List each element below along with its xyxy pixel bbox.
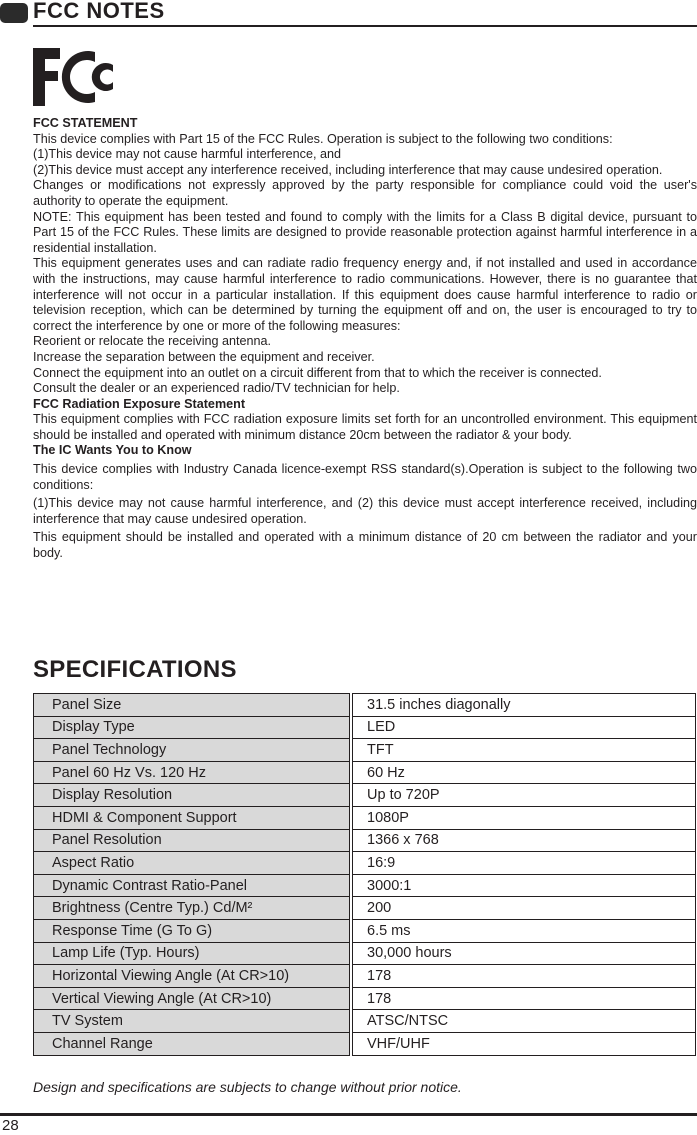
spec-label: Panel Size <box>34 694 350 717</box>
spec-value: 178 <box>353 965 696 988</box>
spec-value: 1366 x 768 <box>353 829 696 852</box>
ic-distance: This equipment should be installed and operated with a minimum distance of 20 cm between the radiator and your body. <box>33 530 697 561</box>
fcc-statement-text: This device complies with Part 15 of the FCC Rules. Operation is subject to the following two conditions: <box>33 131 613 146</box>
spec-row <box>34 806 696 829</box>
spec-row <box>34 739 696 762</box>
fcc-note-text: NOTE: This equipment has been tested and found to comply with the limits for a Class B digital device, pursuant to Part 15 of the FCC Rules. These limits are designed to provide reasonable protection against harmful interference in a residential installation. <box>33 209 697 255</box>
header-divider <box>33 25 697 27</box>
spec-label: Channel Range <box>34 1032 350 1055</box>
spec-value: 16:9 <box>353 852 696 875</box>
fcc-measure-4: Consult the dealer or an experienced radio/TV technician for help. <box>33 381 400 396</box>
spec-row <box>34 942 696 965</box>
spec-row <box>34 694 696 717</box>
specifications-disclaimer: Design and specifications are subjects to change without prior notice. <box>33 1079 462 1095</box>
section-header <box>0 0 697 28</box>
footer-divider <box>0 1113 697 1116</box>
fcc-condition-1: (1)This device may not cause harmful interference, and <box>33 147 341 162</box>
spec-row <box>34 965 696 988</box>
spec-label: Panel Technology <box>34 739 350 762</box>
spec-row <box>34 829 696 852</box>
spec-value: TFT <box>353 739 696 762</box>
spec-label: TV System <box>34 1010 350 1033</box>
spec-label: Vertical Viewing Angle (At CR>10) <box>34 987 350 1010</box>
spec-row <box>34 1032 696 1055</box>
spec-label: Lamp Life (Typ. Hours) <box>34 942 350 965</box>
radiation-text: This equipment complies with FCC radiation exposure limits set forth for an uncontrolled environment. This equipment should be installed and operated with minimum distance 20cm between the radiator & your body. <box>33 412 697 442</box>
ic-heading: The IC Wants You to Know <box>33 443 192 458</box>
spec-row <box>34 874 696 897</box>
spec-value: 1080P <box>353 806 696 829</box>
spec-value: 3000:1 <box>353 874 696 897</box>
fcc-generates-text: This equipment generates uses and can radiate radio frequency energy and, if not installed and used in accordance with the instructions, may cause harmful interference to radio communications. However, there is no guarantee that interference will not occur in a particular installation. If this equipment does cause harmful interference to radio or television reception, which can be determined by turning the equipment off and on, the user is encouraged to try to correct the interference by one or more of the following measures: <box>33 256 697 333</box>
spec-value: 31.5 inches diagonally <box>353 694 696 717</box>
spec-row <box>34 784 696 807</box>
specifications-title: SPECIFICATIONS <box>33 656 237 683</box>
spec-row <box>34 1010 696 1033</box>
spec-label: Response Time (G To G) <box>34 919 350 942</box>
spec-row <box>34 852 696 875</box>
spec-label: Horizontal Viewing Angle (At CR>10) <box>34 965 350 988</box>
spec-label: Panel 60 Hz Vs. 120 Hz <box>34 761 350 784</box>
fcc-changes-text: Changes or modifications not expressly approved by the party responsible for compliance could void the user's authority to operate the equipment. <box>33 178 697 208</box>
ic-text: This device complies with Industry Canada licence-exempt RSS standard(s).Operation is subject to the following two conditions: <box>33 462 697 492</box>
spec-value: Up to 720P <box>353 784 696 807</box>
fcc-measure-1: Reorient or relocate the receiving antenna. <box>33 334 272 349</box>
spec-value: LED <box>353 716 696 739</box>
fcc-measure-2: Increase the separation between the equipment and receiver. <box>33 349 375 364</box>
section-tab-marker <box>0 3 28 23</box>
spec-row <box>34 987 696 1010</box>
page-title: FCC NOTES <box>33 0 165 23</box>
spec-value: 60 Hz <box>353 761 696 784</box>
fcc-logo-icon <box>33 48 117 106</box>
ic-conditions: (1)This device may not cause harmful interference, and (2) this device must accept interference received, including interference that may cause undesired operation. <box>33 496 697 526</box>
spec-label: HDMI & Component Support <box>34 806 350 829</box>
spec-row <box>34 716 696 739</box>
spec-row <box>34 919 696 942</box>
spec-label: Display Resolution <box>34 784 350 807</box>
spec-value: VHF/UHF <box>353 1032 696 1055</box>
specifications-table <box>33 693 696 1056</box>
spec-label: Dynamic Contrast Ratio-Panel <box>34 874 350 897</box>
fcc-notice-body <box>33 116 697 562</box>
spec-row <box>34 897 696 920</box>
fcc-statement-heading: FCC STATEMENT <box>33 116 138 130</box>
spec-label: Aspect Ratio <box>34 852 350 875</box>
spec-value: 200 <box>353 897 696 920</box>
spec-value: 30,000 hours <box>353 942 696 965</box>
page-number: 28 <box>2 1117 19 1134</box>
spec-label: Panel Resolution <box>34 829 350 852</box>
spec-label: Display Type <box>34 716 350 739</box>
fcc-measure-3: Connect the equipment into an outlet on a circuit different from that to which the receiver is connected. <box>33 365 602 380</box>
spec-value: ATSC/NTSC <box>353 1010 696 1033</box>
spec-value: 178 <box>353 987 696 1010</box>
spec-value: 6.5 ms <box>353 919 696 942</box>
spec-row <box>34 761 696 784</box>
radiation-heading: FCC Radiation Exposure Statement <box>33 396 246 411</box>
fcc-condition-2: (2)This device must accept any interference received, including interference that may cause undesired operation. <box>33 162 663 177</box>
spec-label: Brightness (Centre Typ.) Cd/M² <box>34 897 350 920</box>
